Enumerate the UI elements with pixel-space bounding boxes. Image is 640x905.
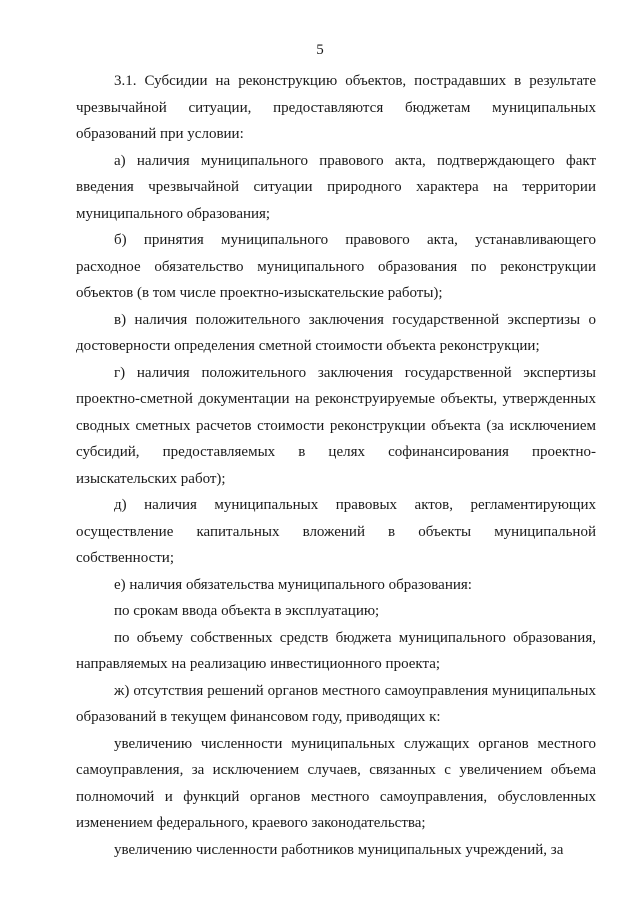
paragraph-e: е) наличия обязательства муниципального образования: [114,576,472,593]
paragraph-v: в) наличия положительного заключения государственной экспертизы о достоверности определения сметной стоимости объекта реконструкции; [76,311,596,354]
paragraph-zh: ж) отсутствия решений органов местного самоуправления муниципальных образований в текущем финансовом году, приводящих к: [76,682,596,725]
paragraph-g: г) наличия положительного заключения государственной экспертизы проектно-сметной документации на реконструируемые объекты, утвержденных сводных сметных расчетов стоимости реконструкции объекта (за исключением субсидий, предоставляемых в целях софинансирования проектно-изыскательских работ); [76,364,596,487]
paragraph-d: д) наличия муниципальных правовых актов, регламентирующих осуществление капитальных вложений в объекты муниципальной собственности; [76,497,596,566]
paragraph-zh-workers: увеличению численности работников муниципальных учреждений, за [114,841,564,858]
paragraph-e-volume: по объему собственных средств бюджета муниципального образования, направляемых на реализацию инвестиционного проекта; [76,629,596,672]
paragraph-zh-staff: увеличению численности муниципальных служащих органов местного самоуправления, за исключением случаев, связанных с увеличением объема полномочий и функций органов местного самоуправления, обусловленных изменением федерального, краевого законодательства; [76,735,596,831]
paragraph-3-1: 3.1. Субсидии на реконструкцию объектов, пострадавших в результате чрезвычайной ситуации, предоставляются бюджетам муниципальных образований при условии: [76,73,596,142]
paragraph-b: б) принятия муниципального правового акта, устанавливающего расходное обязательство муниципального образования по реконструкции объектов (в том числе проектно-изыскательские работы); [76,232,596,301]
page-number: 5 [316,42,324,58]
document-body [76,68,596,863]
paragraph-a: а) наличия муниципального правового акта, подтверждающего факт введения чрезвычайной ситуации природного характера на территории муниципального образования; [76,152,596,222]
paragraph-e-term: по срокам ввода объекта в эксплуатацию; [114,603,380,619]
